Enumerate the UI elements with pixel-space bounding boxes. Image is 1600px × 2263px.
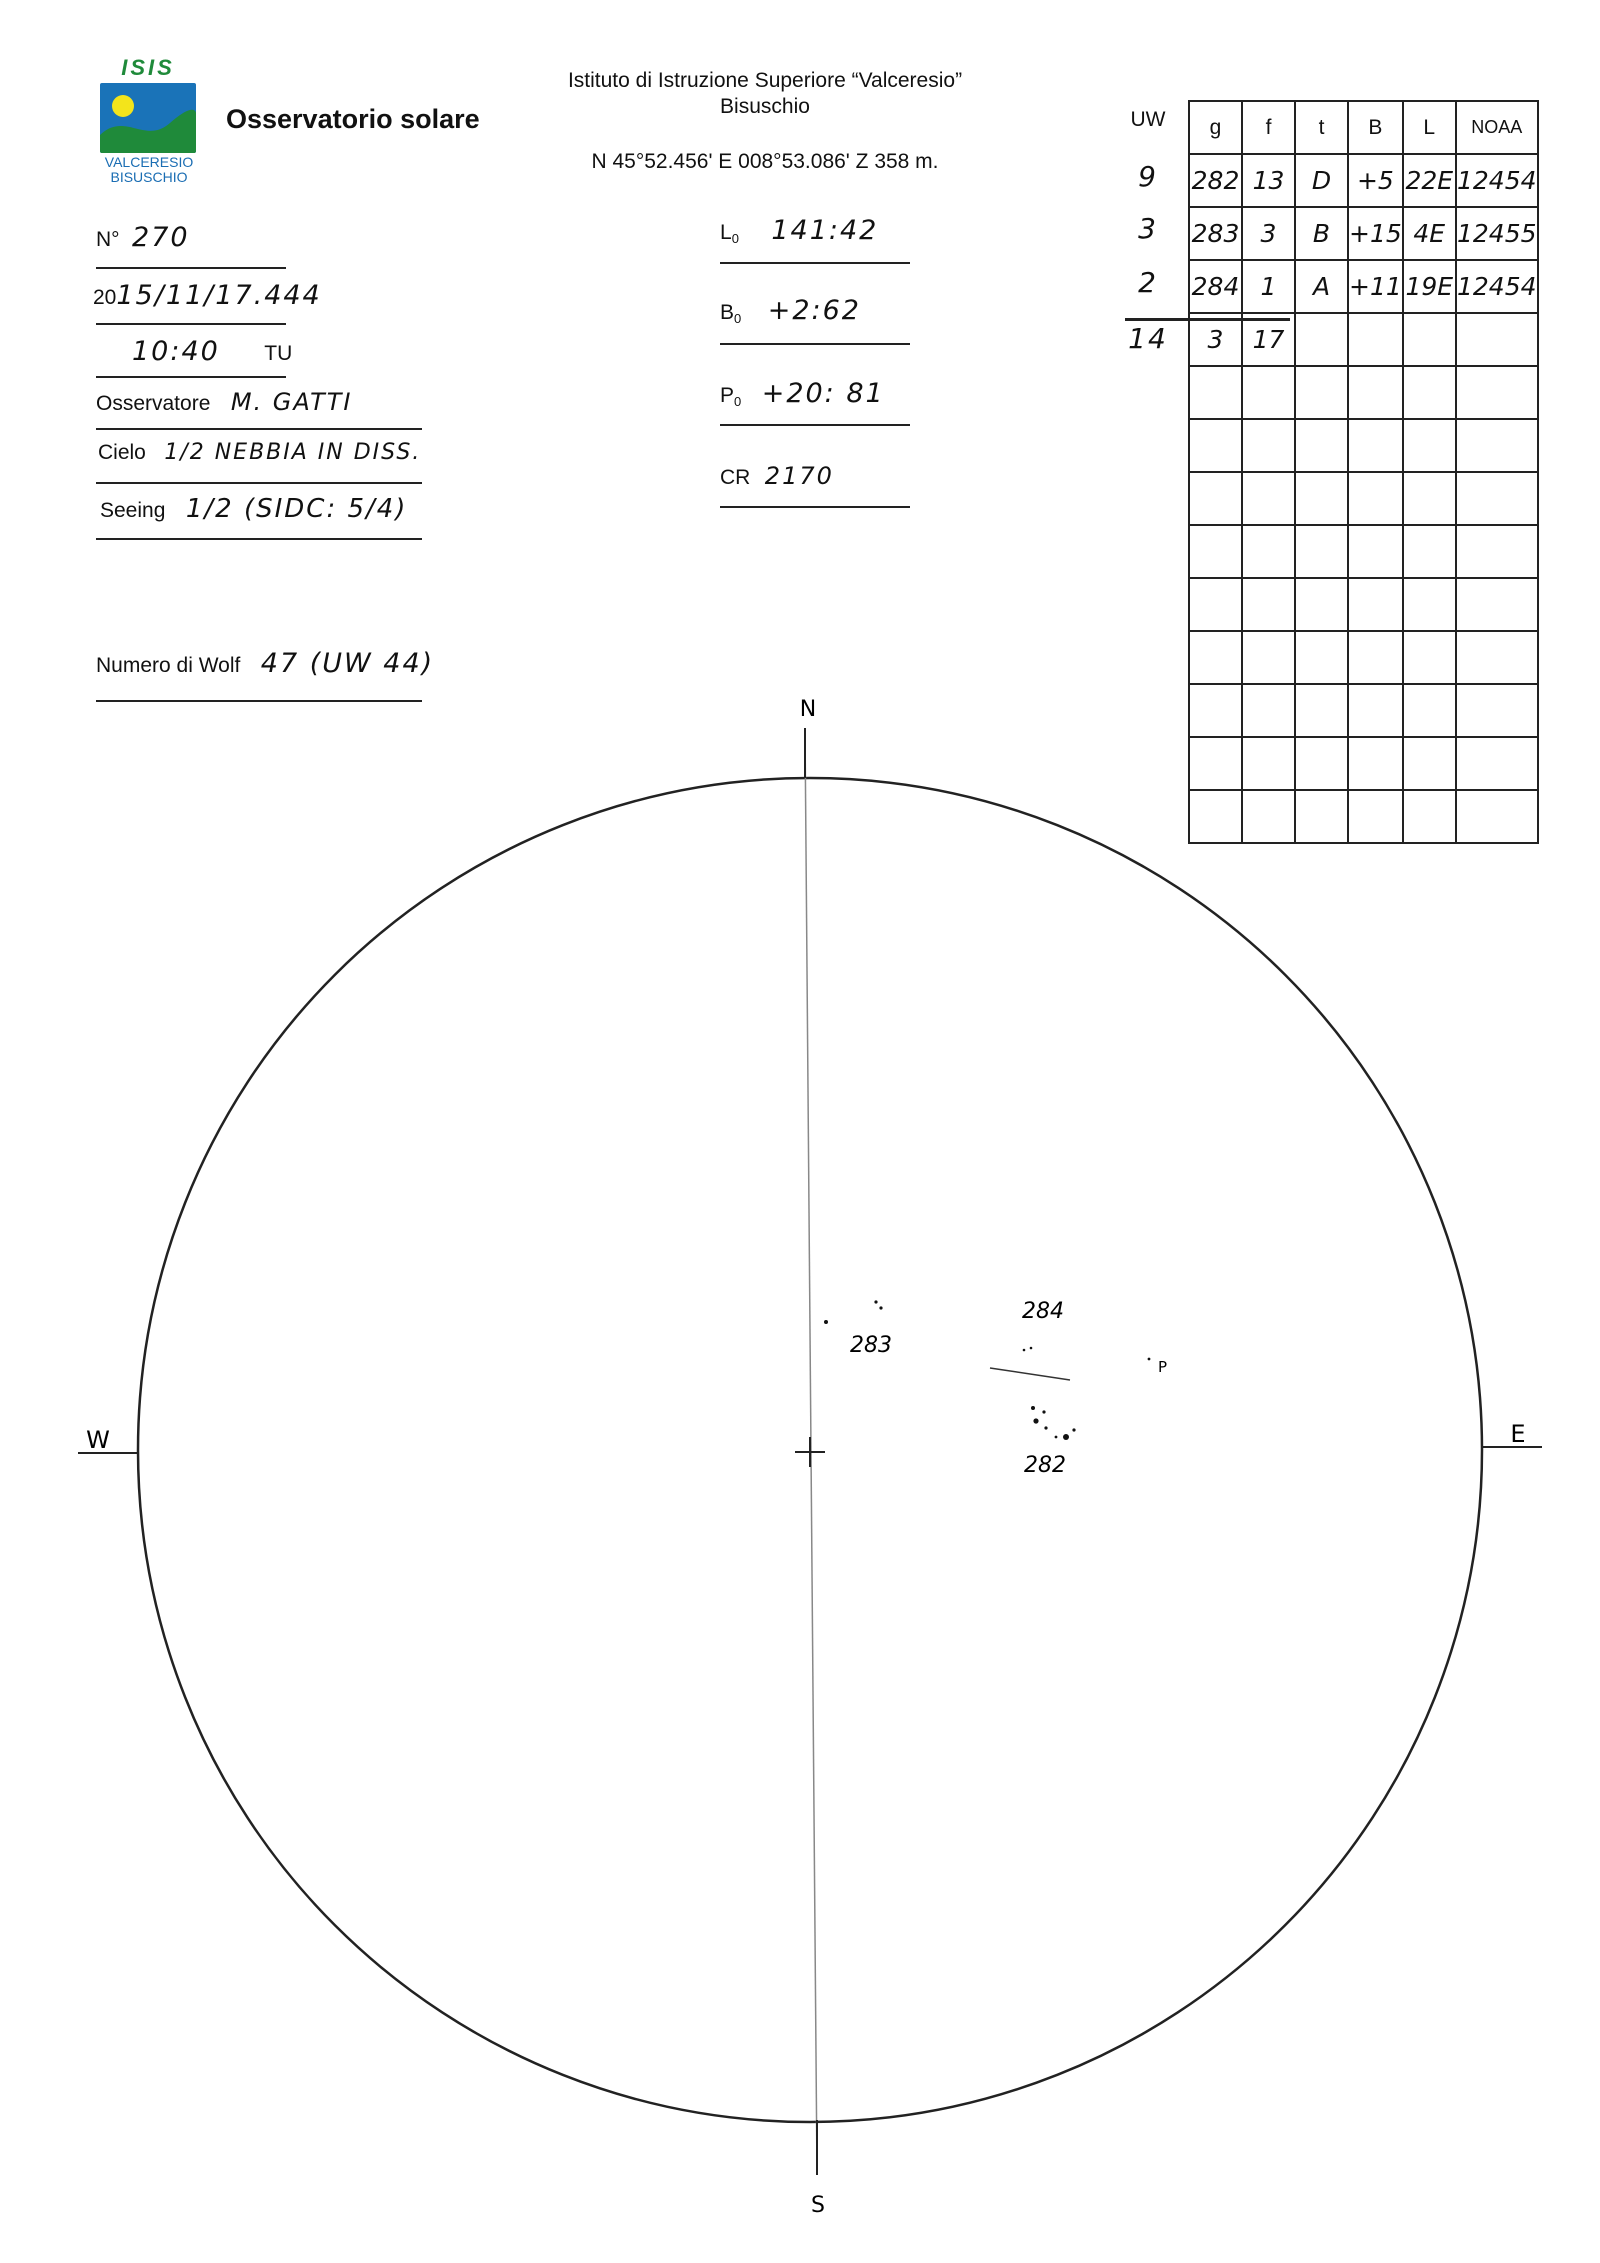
sunspot: [1023, 1349, 1026, 1352]
table-cell: 4E: [1403, 207, 1456, 260]
table-cell: D: [1295, 154, 1348, 207]
p0-subscript: 0: [734, 394, 742, 410]
observer-value: M. GATTI: [230, 388, 353, 416]
date-prefix: 20: [93, 286, 117, 309]
sunspot: [1030, 1347, 1033, 1350]
table-cell: 22E: [1403, 154, 1456, 207]
time-unit: TU: [264, 342, 293, 365]
logo-isis-text: ISIS: [121, 55, 175, 80]
north-label: N: [799, 697, 817, 722]
table-cell: +15: [1348, 207, 1403, 260]
sunspot: [1055, 1436, 1058, 1439]
uw-value: 2: [1138, 266, 1158, 299]
column-header: t: [1295, 101, 1348, 154]
column-header: g: [1189, 101, 1242, 154]
table-cell: B: [1295, 207, 1348, 260]
p-marker-label: P: [1158, 1358, 1168, 1376]
institute-line-1: Istituto di Istruzione Superiore “Valceresio”: [567, 69, 963, 92]
uw-header: UW: [1130, 108, 1166, 131]
observer-label: Osservatore: [96, 392, 211, 415]
sunspot: [879, 1306, 882, 1309]
table-cell: 3: [1189, 313, 1242, 366]
sunspot: [1072, 1428, 1075, 1431]
sunspot: [824, 1320, 828, 1324]
institute-line-2: Bisuschio: [720, 95, 810, 118]
time-value: 10:40: [132, 336, 220, 367]
column-header: B: [1348, 101, 1403, 154]
l0-value: 141:42: [771, 215, 879, 246]
wolf-number-label: Numero di Wolf: [96, 654, 241, 677]
column-header: f: [1242, 101, 1295, 154]
sketch-stroke: [990, 1368, 1070, 1380]
date-value: 15/11/17.444: [116, 280, 322, 311]
b0-subscript: 0: [734, 311, 742, 327]
table-cell: 3: [1242, 207, 1295, 260]
column-header: L: [1403, 101, 1456, 154]
table-cell: 1: [1242, 260, 1295, 313]
record-number-label: N°: [96, 228, 120, 251]
table-cell: 283: [1189, 207, 1242, 260]
group-label-283: 283: [850, 1333, 892, 1358]
table-cell: +11: [1348, 260, 1403, 313]
table-cell: A: [1295, 260, 1348, 313]
sunspot: [874, 1300, 877, 1303]
logo-line-2: BISUSCHIO: [110, 169, 188, 185]
sunspot: [1042, 1410, 1045, 1413]
seeing-value: 1/2 (SIDC: 5/4): [185, 494, 408, 524]
b0-label: B: [720, 301, 735, 324]
b0-value: +2:62: [767, 295, 861, 326]
wolf-number-value: 47 (UW 44): [260, 648, 435, 679]
site-coordinates: N 45°52.456' E 008°53.086' Z 358 m.: [591, 150, 939, 173]
south-label: S: [811, 2193, 825, 2218]
p0-value: +20: 81: [761, 378, 885, 409]
observatory-title: Osservatorio solare: [226, 104, 480, 134]
sunspot: [1033, 1418, 1038, 1423]
group-label-284: 284: [1022, 1299, 1064, 1324]
uw-value: 3: [1138, 212, 1158, 245]
cr-label: CR: [720, 466, 751, 489]
table-cell: 282: [1189, 154, 1242, 207]
table-cell: 12454: [1456, 154, 1538, 207]
cr-value: 2170: [764, 462, 834, 490]
sky-value: 1/2 NEBBIA IN DISS.: [164, 440, 422, 465]
table-cell: 13: [1242, 154, 1295, 207]
sunspot: [1044, 1426, 1047, 1429]
west-label: W: [86, 1426, 110, 1454]
sunspot: [1031, 1406, 1035, 1410]
uw-total: 14: [1128, 322, 1168, 355]
column-header: NOAA: [1456, 101, 1538, 154]
record-number-value: 270: [132, 222, 190, 253]
l0-subscript: 0: [731, 231, 739, 247]
sunspot: [1148, 1358, 1151, 1361]
sunspot: [1063, 1434, 1069, 1440]
table-cell: 17: [1242, 313, 1295, 366]
table-cell: 284: [1189, 260, 1242, 313]
uw-value: 9: [1138, 160, 1158, 193]
group-label-282: 282: [1024, 1453, 1066, 1478]
table-cell: 12455: [1456, 207, 1538, 260]
table-cell: 19E: [1403, 260, 1456, 313]
l0-label: L: [720, 221, 732, 244]
seeing-label: Seeing: [100, 499, 166, 522]
table-cell: +5: [1348, 154, 1403, 207]
p0-label: P: [720, 384, 735, 407]
table-cell: 12454: [1456, 260, 1538, 313]
sky-label: Cielo: [98, 441, 146, 464]
east-label: E: [1510, 1420, 1526, 1448]
logo-line-1: VALCERESIO: [104, 154, 194, 170]
